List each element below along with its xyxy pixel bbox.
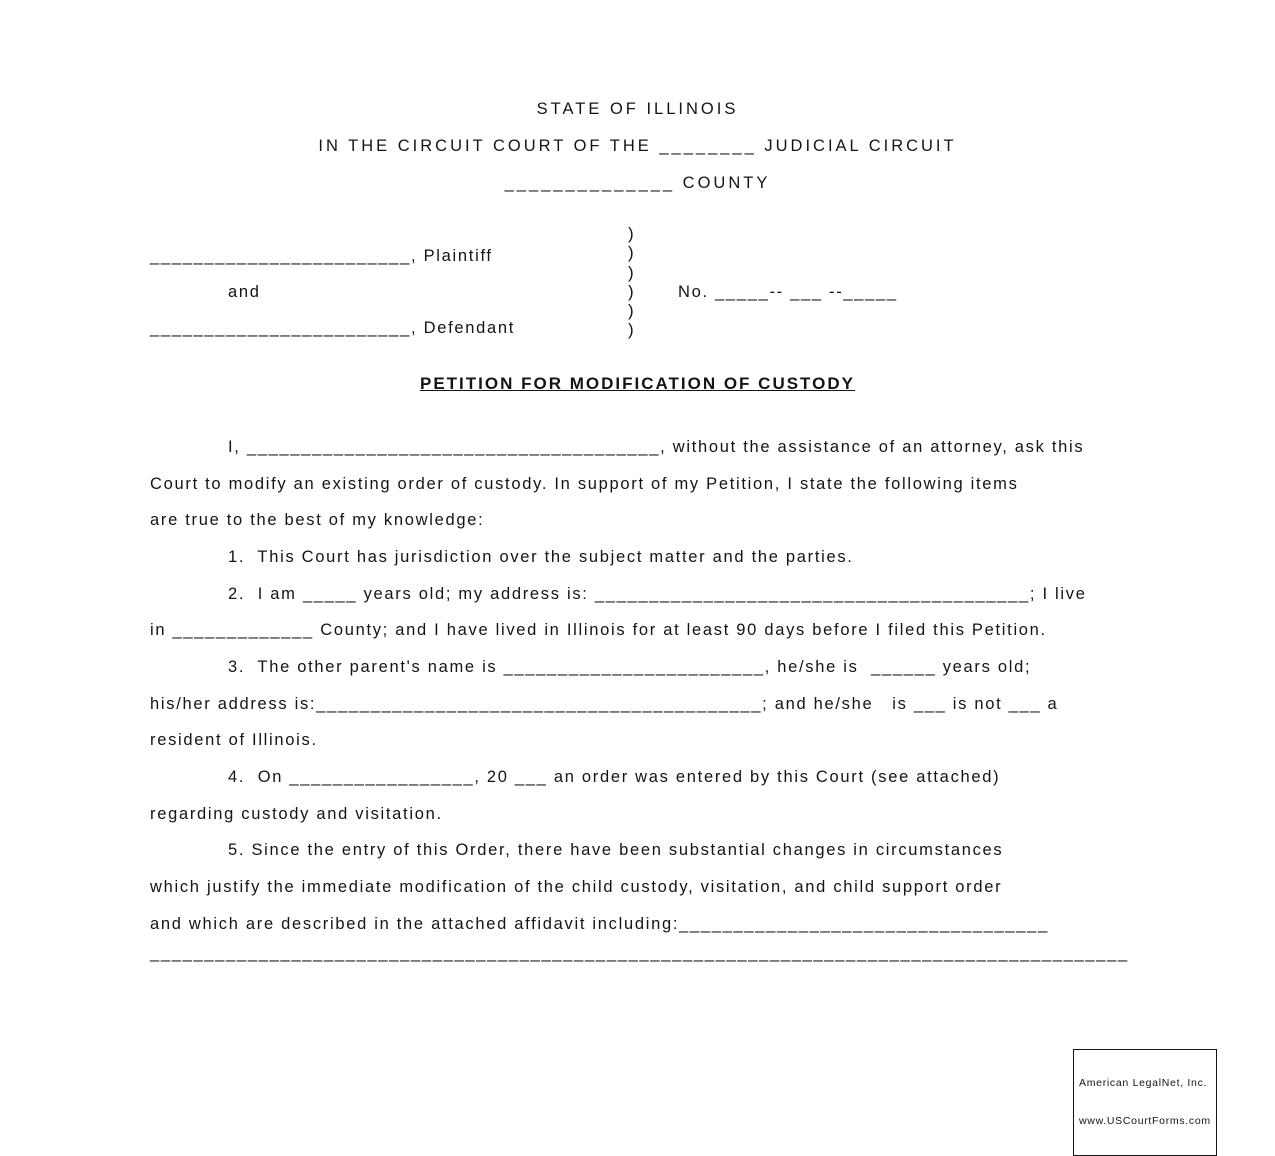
item-2-line-2: in _____________ County; and I have lived in Illinois for at least 90 days before I filed this Petition. (150, 621, 1047, 640)
stamp-website-line: www.USCourtForms.com (1079, 1114, 1211, 1127)
opening-paragraph-line-3: are true to the best of my knowledge: (150, 511, 485, 530)
caption-paren-column (628, 224, 634, 340)
item-2-line-1: 2. I am _____ years old; my address is: ________________________________________; I live (228, 584, 1087, 603)
petition-body (150, 429, 1150, 942)
stamp-company-line: American LegalNet, Inc. (1079, 1077, 1208, 1089)
item-3-line-2: his/her address is:_________________________________________; and he/she is ___ is not ___ a (150, 694, 1059, 713)
item-5-line-1: 5. Since the entry of this Order, there have been substantial changes in circumstances (228, 841, 1004, 860)
header-county-line: ______________ COUNTY (504, 174, 771, 192)
item-3-line-3: resident of Illinois. (150, 731, 318, 750)
opening-paragraph-line-1: I, ______________________________________, without the assistance of an attorney, ask this (228, 438, 1085, 456)
opening-paragraph-line-2: Court to modify an existing order of custody. In support of my Petition, I state the following items (150, 474, 1019, 493)
paren-mark: ) (628, 224, 634, 243)
item-4-line-2: regarding custody and visitation. (150, 804, 443, 823)
paren-mark: ) (628, 262, 634, 282)
form-title: PETITION FOR MODIFICATION OF CUSTODY (420, 374, 855, 393)
caption-and: and (228, 283, 261, 301)
case-number-line: No. _____-- ___ --_____ (678, 283, 898, 301)
item-4-line-1: 4. On _________________, 20 ___ an order was entered by this Court (see attached) (228, 767, 1001, 786)
item-5-line-2: which justify the immediate modification of the child custody, visitation, and child support order (150, 877, 1003, 896)
item-3-line-1: 3. The other parent's name is ________________________, he/she is ______ years old; (228, 657, 1032, 676)
item-1-jurisdiction: 1. This Court has jurisdiction over the subject matter and the parties. (228, 547, 854, 566)
paren-mark: ) (628, 281, 634, 301)
paren-mark: ) (628, 243, 634, 263)
caption-plaintiff-line: ________________________, Plaintiff (150, 247, 493, 265)
header-state-line: STATE OF ILLINOIS (536, 100, 739, 118)
continuation-blank-line: __________________________________________________________________________________________ (150, 944, 1129, 962)
caption-defendant-line: ________________________, Defendant (150, 319, 516, 337)
legalnet-stamp (1073, 1049, 1217, 1156)
paren-mark: ) (628, 301, 634, 321)
paren-mark: ) (628, 320, 634, 340)
item-5-line-3: and which are described in the attached affidavit including:__________________________________ (150, 914, 1049, 933)
header-circuit-line: IN THE CIRCUIT COURT OF THE ________ JUDICIAL CIRCUIT (318, 137, 957, 155)
